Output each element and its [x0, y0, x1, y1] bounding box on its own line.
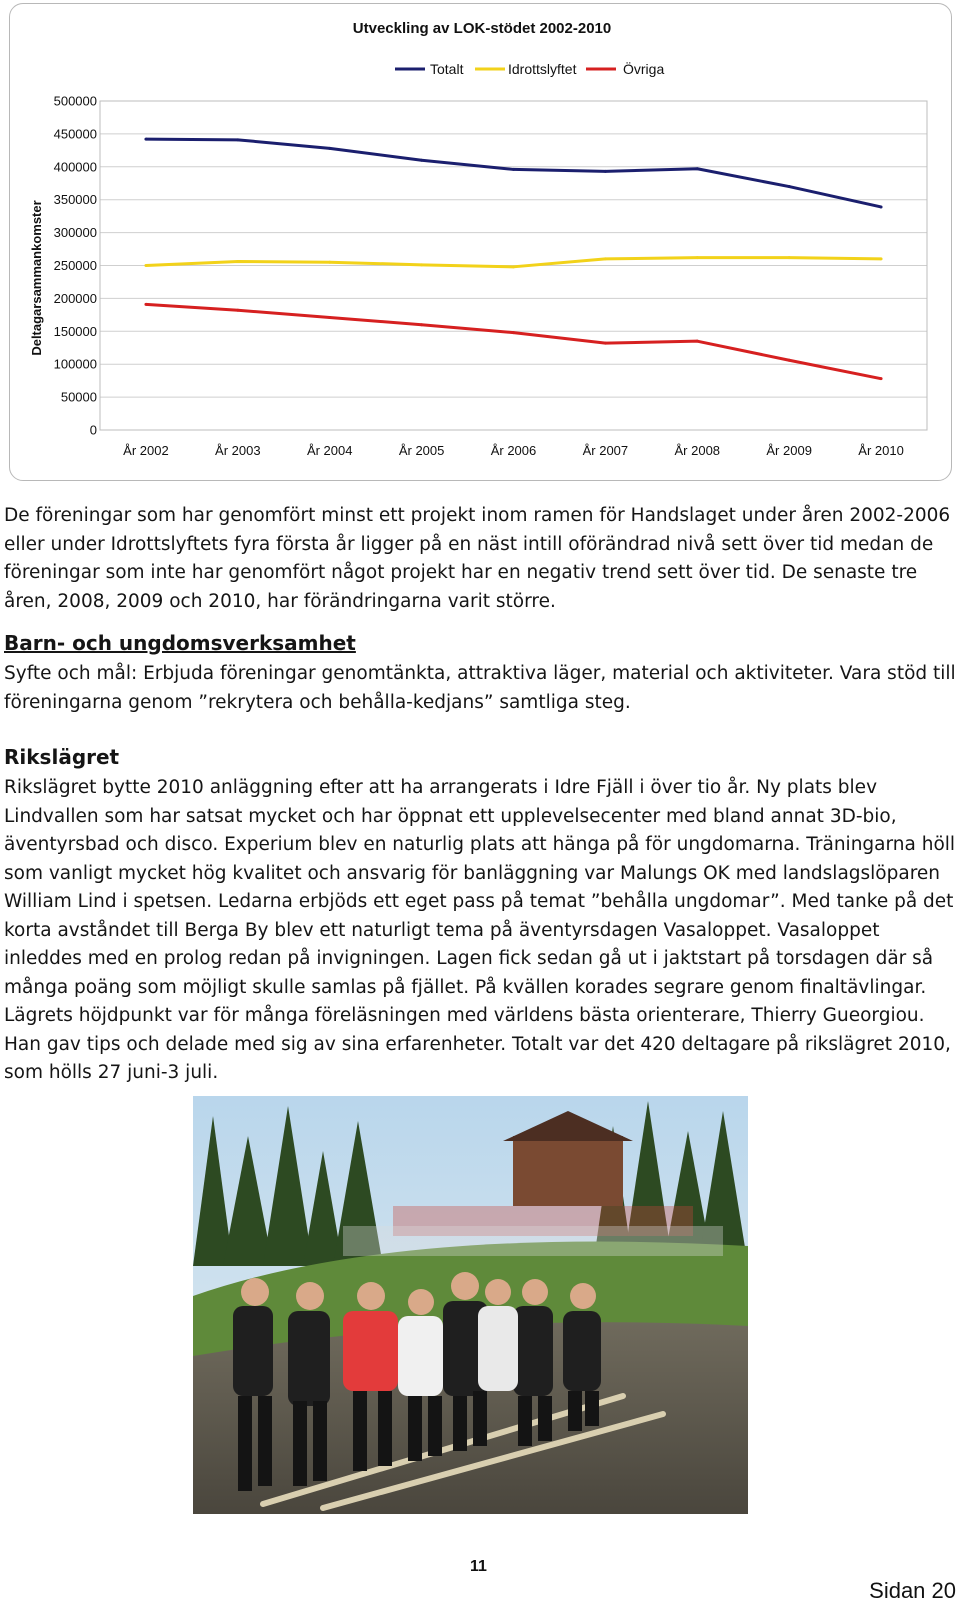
series-line-totalt	[146, 139, 881, 207]
y-tick-label-7: 350000	[53, 192, 97, 208]
y-tick-label-5: 250000	[53, 258, 97, 273]
y-tick-label-6: 300000	[53, 225, 97, 241]
data-point-1-1	[236, 260, 239, 263]
data-point-0-0	[144, 138, 147, 141]
data-point-0-3	[420, 159, 423, 162]
data-point-1-0	[144, 264, 147, 267]
section-body-barn-ungdom: Syfte och mål: Erbjuda föreningar genomtänkta, attraktiva läger, material och aktiviteter. Vara stöd till föreningarna genom ”rekrytera och behålla-kedjans” samtliga steg.	[4, 663, 956, 713]
y-tick-label-9: 450000	[53, 126, 97, 142]
y-axis-ticks	[54, 94, 97, 438]
y-tick-label-8: 400000	[53, 159, 97, 175]
x-tick-label-1: År 2003	[215, 443, 261, 458]
line-chart	[10, 4, 953, 482]
section-heading-rikslagret: Rikslägret	[4, 745, 120, 769]
legend-label-2: Övriga	[623, 61, 665, 77]
data-point-1-8	[880, 257, 883, 260]
y-tick-label-1: 50000	[60, 389, 97, 405]
x-tick-label-6: År 2008	[674, 443, 721, 458]
chart-legend	[395, 60, 664, 77]
section-heading-barn-ungdom: Barn- och ungdomsverksamhet	[4, 631, 356, 655]
intro-paragraph: De föreningar som har genomfört minst ett projekt inom ramen för Handslaget under åren 2002-2006 eller under Idrottslyftets fyra första år ligger på en näst intill oförändrad nivå sett över tid medan de föreningar som inte har genomfört något projekt har en negativ trend sett över tid. De senaste tre åren, 2008, 2009 och 2010, har förändringarna varit större.	[4, 505, 951, 612]
chart-series	[144, 138, 882, 381]
data-point-1-3	[420, 263, 423, 266]
chart-title: Utveckling av LOK-stödet 2002-2010	[352, 20, 612, 37]
x-tick-label-0: År 2002	[123, 443, 169, 458]
page-label: Sidan 20	[869, 1578, 956, 1603]
chart-container	[9, 3, 952, 481]
page-number: 11	[470, 1558, 487, 1575]
legend-label-0: Totalt	[430, 61, 464, 77]
x-tick-label-5: År 2007	[582, 443, 629, 458]
x-tick-label-2: År 2004	[306, 443, 353, 458]
data-point-1-6	[696, 256, 699, 259]
legend-label-1: Idrottslyftet	[508, 61, 577, 77]
data-point-0-6	[696, 167, 699, 170]
y-axis-label: Deltagarsammankomster	[29, 200, 44, 356]
data-point-0-2	[328, 147, 331, 150]
y-tick-label-10: 500000	[53, 93, 97, 109]
data-point-1-2	[328, 261, 331, 264]
data-point-2-1	[236, 309, 239, 312]
data-point-0-7	[788, 185, 791, 188]
y-tick-label-0: 0	[89, 422, 97, 438]
x-tick-label-8: År 2010	[858, 443, 904, 458]
y-tick-label-2: 100000	[53, 356, 97, 372]
data-point-0-5	[604, 170, 607, 173]
data-point-2-2	[328, 316, 331, 319]
data-point-2-6	[696, 340, 699, 343]
data-point-0-4	[512, 168, 515, 171]
data-point-1-5	[604, 257, 607, 260]
data-point-0-8	[880, 205, 883, 208]
x-tick-label-4: År 2006	[490, 443, 537, 458]
data-point-1-7	[788, 256, 791, 259]
x-tick-label-7: År 2009	[766, 443, 812, 458]
data-point-0-1	[236, 138, 239, 141]
x-tick-label-3: År 2005	[398, 443, 445, 458]
y-tick-label-4: 200000	[53, 290, 97, 306]
data-point-1-4	[512, 265, 515, 268]
data-point-2-8	[880, 377, 883, 380]
data-point-2-4	[512, 331, 515, 334]
y-tick-label-3: 150000	[53, 323, 97, 339]
data-point-2-7	[788, 359, 791, 362]
x-axis-ticks	[123, 443, 904, 458]
section-body-rikslagret: Rikslägret bytte 2010 anläggning efter att ha arrangerats i Idre Fjäll i över tio år. Ny plats blev Lindvallen som har satsat mycket och har öppnat ett upplevelsecenter med bland annat 3D-bio, äventyrsbad och disco. Experium blev en naturlig plats att hänga på för ungdomarna. Träningarna höll som vanligt mycket hög kvalitet och ansvarig för banläggning var Malungs OK med landslagslöparen William Lind i spetsen. Ledarna erbjöds ett eget pass på temat ”behålla ungdomar”. Med tanke på det korta avståndet till Berga By blev ett naturligt tema på äventyrsdagen Vasaloppet. Vasaloppet inleddes med en prolog redan på invigningen. Lagen fick sedan gå ut i jaktstart på torsdagen där så många poäng som möjligt skulle samlas på fjället. På kvällen korades segrare genom finaltävlingar. Lägrets höjdpunkt var för många föreläsningen med världens bästa orienterare, Thierry Gueorgiou. Han gav tips och delade med sig av sina erfarenheter. Totalt var det 420 deltagare på rikslägret 2010, som hölls 27 juni-3 juli.	[4, 777, 956, 1083]
data-point-2-3	[420, 323, 423, 326]
data-point-2-5	[604, 342, 607, 345]
series-line-övriga	[146, 304, 881, 378]
event-photo	[193, 1096, 748, 1514]
data-point-2-0	[144, 303, 147, 306]
